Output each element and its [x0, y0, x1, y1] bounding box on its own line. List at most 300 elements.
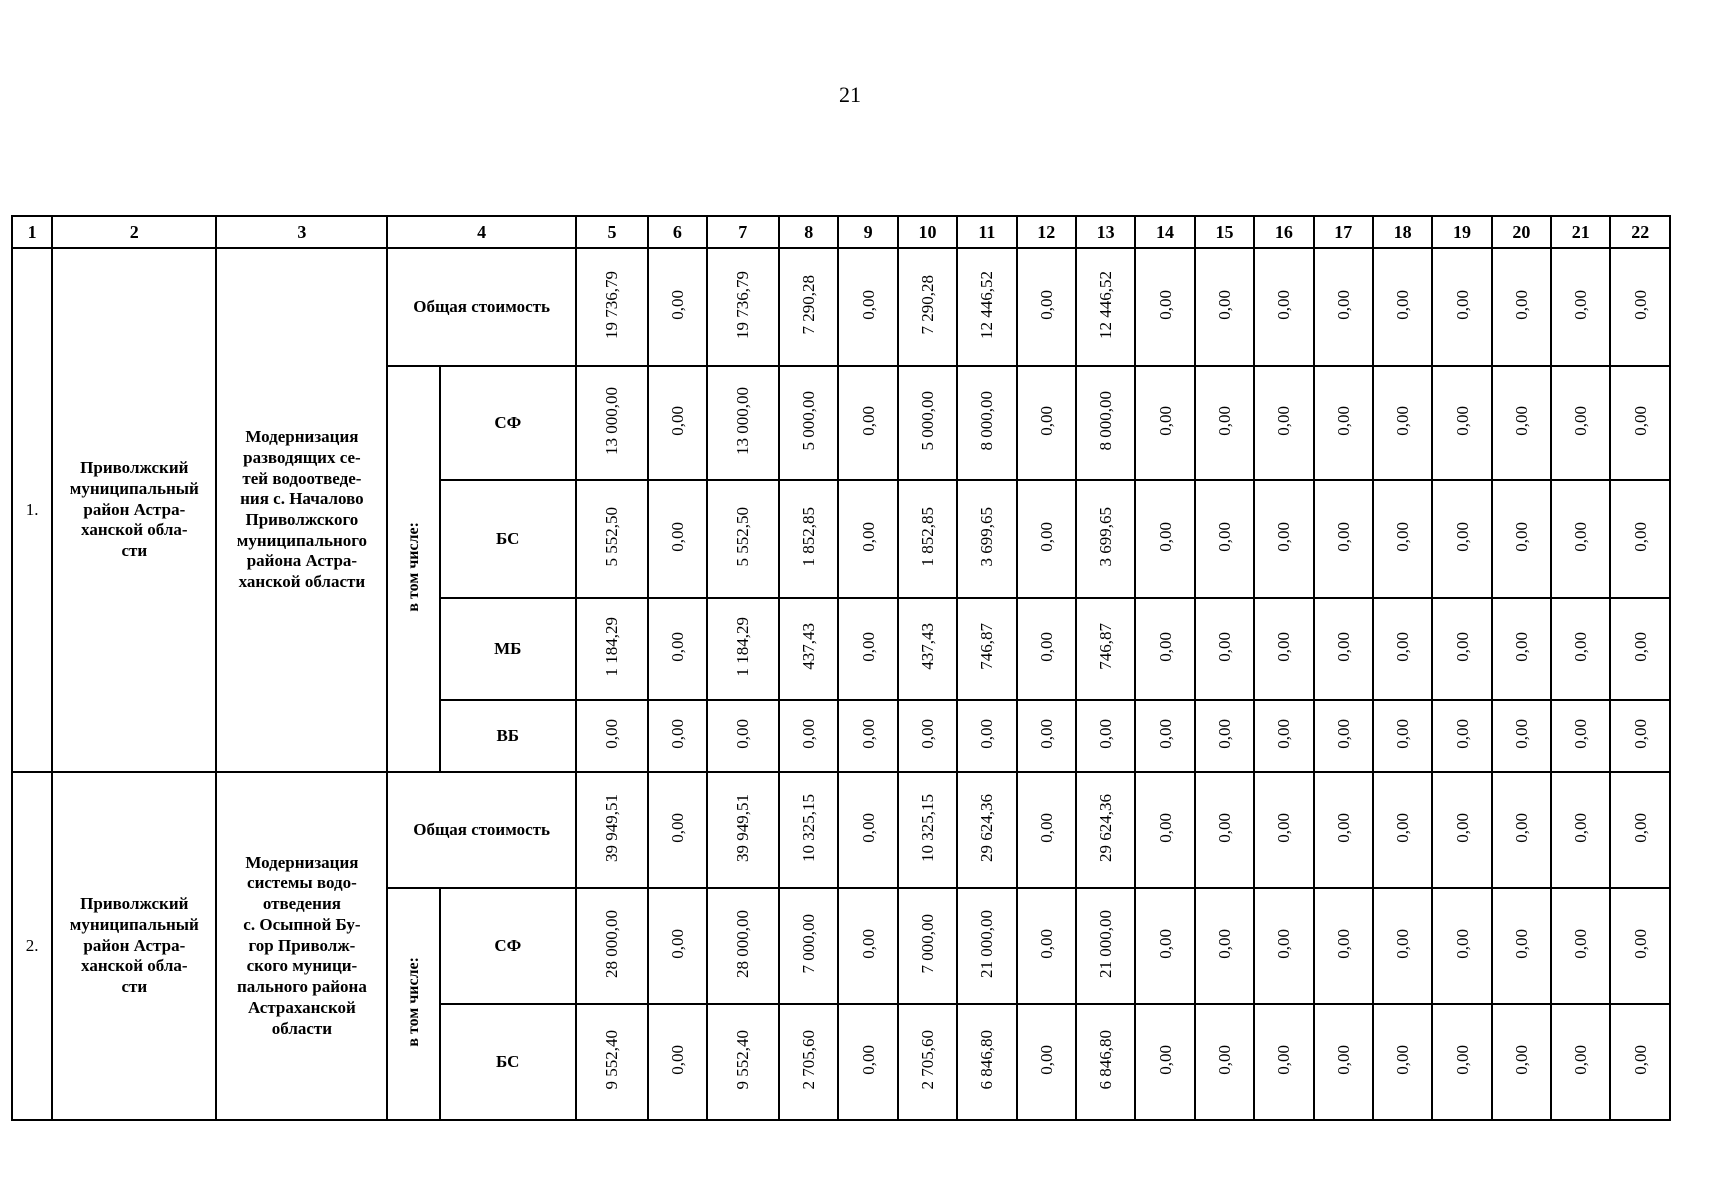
value-cell: [1135, 248, 1194, 366]
value-cell: [1254, 772, 1313, 888]
value-cell: [779, 598, 838, 700]
value-text: 3 699,65: [977, 506, 997, 567]
value-cell: [1492, 366, 1551, 480]
value-text: 0,00: [1155, 405, 1175, 436]
total-cost-label: Общая стоимость: [387, 248, 575, 366]
value-cell: [1254, 248, 1313, 366]
value-text: 7 290,28: [799, 274, 819, 335]
value-text: 0,00: [1333, 718, 1353, 749]
value-cell: [707, 248, 779, 366]
value-cell: [1492, 480, 1551, 598]
value-text: 12 446,52: [977, 270, 997, 339]
value-text: 0,00: [1630, 521, 1650, 552]
value-cell: [648, 888, 706, 1004]
value-cell: [1076, 366, 1135, 480]
value-text: 0,00: [1036, 631, 1056, 662]
column-number-cell: 2: [52, 216, 216, 248]
value-cell: [1492, 248, 1551, 366]
value-cell: [1432, 772, 1491, 888]
value-text: 0,00: [1274, 631, 1294, 662]
value-text: 0,00: [1155, 718, 1175, 749]
value-text: 0,00: [1393, 521, 1413, 552]
value-text: 0,00: [858, 631, 878, 662]
value-cell: [1076, 772, 1135, 888]
value-text: 0,00: [799, 718, 819, 749]
value-text: 0,00: [1393, 718, 1413, 749]
value-text: 0,00: [1630, 289, 1650, 320]
value-cell: [1492, 700, 1551, 772]
region-text: Приволжский муниципальный район Астра- ханской обла- сти: [69, 458, 199, 561]
value-cell: [1314, 1004, 1373, 1120]
value-cell: [707, 700, 779, 772]
value-cell: [1017, 480, 1076, 598]
value-cell: [1492, 772, 1551, 888]
row-index: 2.: [12, 772, 52, 1120]
column-number-cell: 5: [576, 216, 648, 248]
value-text: 0,00: [1511, 718, 1531, 749]
column-number-cell: 10: [898, 216, 957, 248]
value-text: 0,00: [1393, 812, 1413, 843]
value-cell: [1610, 248, 1670, 366]
value-text: 6 846,80: [977, 1029, 997, 1090]
value-cell: [1076, 888, 1135, 1004]
value-text: 0,00: [858, 1044, 878, 1075]
value-text: 0,00: [1214, 631, 1234, 662]
value-cell: [648, 366, 706, 480]
value-text: 0,00: [1571, 928, 1591, 959]
value-text: 0,00: [1214, 521, 1234, 552]
value-cell: [648, 772, 706, 888]
value-cell: [957, 598, 1016, 700]
value-cell: [1076, 598, 1135, 700]
value-cell: [1135, 700, 1194, 772]
value-text: 9 552,40: [602, 1029, 622, 1090]
value-cell: [1076, 700, 1135, 772]
value-text: 746,87: [1096, 623, 1116, 670]
value-cell: [838, 1004, 897, 1120]
value-text: 0,00: [1333, 928, 1353, 959]
value-cell: [1314, 366, 1373, 480]
value-text: 0,00: [1155, 812, 1175, 843]
value-text: 9 552,40: [733, 1029, 753, 1090]
value-text: 13 000,00: [602, 386, 622, 455]
project-cell: [216, 772, 387, 1120]
value-text: 1 852,85: [799, 506, 819, 567]
value-text: 2 705,60: [917, 1029, 937, 1090]
column-number-cell: 3: [216, 216, 387, 248]
value-cell: [1551, 1004, 1610, 1120]
value-cell: [1373, 888, 1432, 1004]
funding-source-label: МБ: [440, 598, 576, 700]
value-text: 0,00: [1333, 631, 1353, 662]
column-number-cell: 6: [648, 216, 706, 248]
value-text: 0,00: [1214, 718, 1234, 749]
column-number-cell: 1: [12, 216, 52, 248]
value-cell: [1314, 598, 1373, 700]
project-text: Модернизация разводящих се- тей водоотведе- ния с. Началово Приволжского муниципального района Астра- ханской области: [236, 427, 368, 592]
column-number-cell: 19: [1432, 216, 1491, 248]
value-text: 0,00: [1155, 289, 1175, 320]
value-text: 8 000,00: [977, 390, 997, 451]
value-cell: [779, 248, 838, 366]
column-number-cell: 18: [1373, 216, 1432, 248]
value-cell: [1373, 772, 1432, 888]
value-text: 0,00: [1036, 718, 1056, 749]
value-cell: [576, 366, 648, 480]
value-text: 3 699,65: [1096, 506, 1116, 567]
value-cell: [1610, 598, 1670, 700]
region-text: Приволжский муниципальный район Астра- ханской обла- сти: [69, 894, 199, 997]
value-text: 0,00: [1036, 289, 1056, 320]
value-cell: [898, 480, 957, 598]
value-cell: [1373, 700, 1432, 772]
value-text: 0,00: [1274, 718, 1294, 749]
value-text: 0,00: [1571, 289, 1591, 320]
value-text: 437,43: [799, 623, 819, 670]
value-cell: [648, 598, 706, 700]
value-cell: [898, 888, 957, 1004]
value-cell: [707, 772, 779, 888]
value-cell: [898, 700, 957, 772]
value-text: 39 949,51: [733, 793, 753, 862]
value-text: 28 000,00: [602, 909, 622, 978]
value-cell: [576, 888, 648, 1004]
value-text: 0,00: [1452, 1044, 1472, 1075]
column-number-cell: 12: [1017, 216, 1076, 248]
value-cell: [1195, 598, 1254, 700]
value-text: 0,00: [1511, 1044, 1531, 1075]
value-text: 0,00: [667, 1044, 687, 1075]
value-text: 0,00: [1274, 812, 1294, 843]
value-text: 0,00: [667, 289, 687, 320]
value-cell: [1432, 888, 1491, 1004]
value-text: 0,00: [858, 521, 878, 552]
value-cell: [898, 598, 957, 700]
value-cell: [1610, 700, 1670, 772]
column-number-cell: 15: [1195, 216, 1254, 248]
column-number-cell: 13: [1076, 216, 1135, 248]
value-cell: [1135, 772, 1194, 888]
value-text: 0,00: [1214, 812, 1234, 843]
value-cell: [1017, 772, 1076, 888]
value-text: 0,00: [1036, 405, 1056, 436]
value-cell: [1135, 888, 1194, 1004]
value-text: 0,00: [1630, 718, 1650, 749]
value-cell: [779, 772, 838, 888]
value-cell: [707, 480, 779, 598]
value-cell: [1314, 772, 1373, 888]
value-text: 0,00: [1274, 405, 1294, 436]
value-text: 0,00: [1274, 521, 1294, 552]
value-cell: [1373, 480, 1432, 598]
page-number: 21: [839, 82, 861, 107]
value-text: 0,00: [1393, 631, 1413, 662]
value-text: 10 325,15: [917, 793, 937, 862]
value-cell: [1135, 1004, 1194, 1120]
value-cell: [838, 772, 897, 888]
value-text: 7 000,00: [799, 913, 819, 974]
value-cell: [576, 772, 648, 888]
value-cell: [779, 1004, 838, 1120]
value-text: 39 949,51: [602, 793, 622, 862]
value-cell: [1254, 700, 1313, 772]
value-text: 0,00: [667, 812, 687, 843]
value-cell: [1551, 248, 1610, 366]
value-text: 0,00: [1155, 928, 1175, 959]
value-text: 0,00: [1333, 812, 1353, 843]
value-text: 28 000,00: [733, 909, 753, 978]
value-cell: [707, 366, 779, 480]
region-cell: [52, 248, 216, 772]
column-number-cell: 9: [838, 216, 897, 248]
value-cell: [1551, 598, 1610, 700]
value-cell: [1314, 888, 1373, 1004]
value-cell: [1492, 1004, 1551, 1120]
value-text: 746,87: [977, 623, 997, 670]
value-text: 0,00: [1155, 1044, 1175, 1075]
value-cell: [957, 888, 1016, 1004]
value-text: 0,00: [1333, 289, 1353, 320]
value-cell: [779, 888, 838, 1004]
value-text: 0,00: [1214, 928, 1234, 959]
value-text: 1 184,29: [602, 616, 622, 677]
column-number-cell: 17: [1314, 216, 1373, 248]
value-text: 1 852,85: [917, 506, 937, 567]
value-text: 0,00: [667, 631, 687, 662]
value-cell: [1254, 1004, 1313, 1120]
value-text: 0,00: [917, 718, 937, 749]
value-cell: [1195, 700, 1254, 772]
value-cell: [838, 366, 897, 480]
value-text: 0,00: [1393, 1044, 1413, 1075]
row-index: 1.: [12, 248, 52, 772]
value-text: 21 000,00: [1096, 909, 1116, 978]
value-cell: [1610, 480, 1670, 598]
value-cell: [1254, 480, 1313, 598]
value-cell: [838, 598, 897, 700]
value-cell: [1195, 772, 1254, 888]
project-text: Модернизация системы водо- отведения с. Осыпной Бу- гор Приволж- ского муници- пального района Астраханской области: [236, 852, 367, 1038]
value-text: 0,00: [1452, 289, 1472, 320]
value-text: 0,00: [1511, 405, 1531, 436]
value-text: 0,00: [1214, 405, 1234, 436]
value-cell: [1076, 480, 1135, 598]
value-cell: [707, 1004, 779, 1120]
value-cell: [898, 366, 957, 480]
value-text: 0,00: [1214, 289, 1234, 320]
funding-source-label: БС: [440, 480, 576, 598]
value-cell: [1254, 888, 1313, 1004]
value-cell: [898, 1004, 957, 1120]
value-text: 0,00: [667, 928, 687, 959]
value-text: 0,00: [858, 718, 878, 749]
value-cell: [1195, 480, 1254, 598]
value-text: 437,43: [917, 623, 937, 670]
value-cell: [1135, 598, 1194, 700]
column-number-row: [12, 216, 1670, 248]
value-cell: [838, 888, 897, 1004]
funding-source-label: СФ: [440, 888, 576, 1004]
value-cell: [1195, 1004, 1254, 1120]
value-cell: [1432, 1004, 1491, 1120]
total-row: [12, 248, 1670, 366]
value-cell: [957, 480, 1016, 598]
value-text: 5 552,50: [733, 506, 753, 567]
value-cell: [957, 1004, 1016, 1120]
value-cell: [1432, 598, 1491, 700]
value-text: 0,00: [1155, 631, 1175, 662]
value-cell: [1551, 888, 1610, 1004]
value-cell: [576, 700, 648, 772]
value-cell: [576, 1004, 648, 1120]
value-text: 0,00: [1571, 812, 1591, 843]
value-text: 5 000,00: [799, 390, 819, 451]
value-text: 0,00: [1630, 928, 1650, 959]
value-text: 0,00: [1571, 718, 1591, 749]
value-text: 0,00: [1274, 1044, 1294, 1075]
including-label-cell: [387, 888, 439, 1120]
value-text: 7 290,28: [917, 274, 937, 335]
funding-source-label: БС: [440, 1004, 576, 1120]
value-text: 0,00: [1036, 1044, 1056, 1075]
value-cell: [838, 248, 897, 366]
value-text: 0,00: [667, 718, 687, 749]
value-cell: [1195, 888, 1254, 1004]
value-cell: [898, 248, 957, 366]
value-cell: [576, 248, 648, 366]
value-cell: [1017, 700, 1076, 772]
value-text: 0,00: [858, 928, 878, 959]
value-text: 0,00: [1571, 631, 1591, 662]
value-text: 0,00: [1452, 631, 1472, 662]
value-cell: [1017, 248, 1076, 366]
value-text: 0,00: [1511, 521, 1531, 552]
value-text: 12 446,52: [1096, 270, 1116, 339]
value-text: 0,00: [858, 289, 878, 320]
value-cell: [1610, 888, 1670, 1004]
value-text: 19 736,79: [602, 270, 622, 339]
value-text: 0,00: [1630, 631, 1650, 662]
value-cell: [648, 700, 706, 772]
value-cell: [1076, 248, 1135, 366]
value-cell: [779, 480, 838, 598]
value-text: 0,00: [1511, 631, 1531, 662]
value-text: 5 000,00: [917, 390, 937, 451]
funding-source-label: СФ: [440, 366, 576, 480]
value-cell: [1017, 598, 1076, 700]
value-cell: [1432, 248, 1491, 366]
value-text: 8 000,00: [1096, 390, 1116, 451]
project-cell: [216, 248, 387, 772]
value-text: 0,00: [1393, 928, 1413, 959]
column-number-cell: 7: [707, 216, 779, 248]
funding-source-label: ВБ: [440, 700, 576, 772]
value-text: 0,00: [1214, 1044, 1234, 1075]
value-cell: [957, 700, 1016, 772]
value-cell: [1492, 888, 1551, 1004]
value-cell: [648, 480, 706, 598]
value-cell: [838, 700, 897, 772]
value-text: 0,00: [667, 521, 687, 552]
value-text: 1 184,29: [733, 616, 753, 677]
column-number-cell: 21: [1551, 216, 1610, 248]
value-cell: [1373, 366, 1432, 480]
value-cell: [1017, 366, 1076, 480]
value-text: 0,00: [1096, 718, 1116, 749]
value-text: 0,00: [1274, 928, 1294, 959]
value-text: 0,00: [1630, 405, 1650, 436]
value-text: 0,00: [733, 718, 753, 749]
value-cell: [1551, 700, 1610, 772]
value-cell: [1195, 366, 1254, 480]
total-cost-label: Общая стоимость: [387, 772, 575, 888]
including-label-cell: [387, 366, 439, 772]
value-text: 0,00: [1571, 405, 1591, 436]
value-cell: [1076, 1004, 1135, 1120]
budget-table: [11, 215, 1671, 1121]
value-text: 2 705,60: [799, 1029, 819, 1090]
value-cell: [1373, 248, 1432, 366]
value-cell: [1254, 366, 1313, 480]
column-number-cell: 22: [1610, 216, 1670, 248]
value-text: 0,00: [1333, 405, 1353, 436]
value-text: 0,00: [1274, 289, 1294, 320]
including-label: в том числе:: [404, 521, 422, 612]
value-text: 0,00: [977, 718, 997, 749]
value-text: 7 000,00: [917, 913, 937, 974]
value-cell: [1314, 248, 1373, 366]
value-text: 0,00: [1452, 928, 1472, 959]
value-cell: [1195, 248, 1254, 366]
column-number-cell: 4: [387, 216, 575, 248]
value-cell: [1551, 366, 1610, 480]
column-number-cell: 14: [1135, 216, 1194, 248]
value-text: 0,00: [1452, 405, 1472, 436]
value-text: 0,00: [1571, 1044, 1591, 1075]
value-cell: [1492, 598, 1551, 700]
total-row: [12, 772, 1670, 888]
value-cell: [1314, 700, 1373, 772]
value-cell: [1610, 366, 1670, 480]
value-cell: [1610, 1004, 1670, 1120]
value-cell: [576, 480, 648, 598]
value-cell: [838, 480, 897, 598]
value-cell: [707, 888, 779, 1004]
value-cell: [648, 1004, 706, 1120]
value-text: 19 736,79: [733, 270, 753, 339]
value-cell: [707, 598, 779, 700]
value-cell: [1254, 598, 1313, 700]
value-text: 13 000,00: [733, 386, 753, 455]
value-cell: [1135, 366, 1194, 480]
value-text: 0,00: [1393, 405, 1413, 436]
value-text: 0,00: [1036, 812, 1056, 843]
column-number-cell: 16: [1254, 216, 1313, 248]
including-label: в том числе:: [404, 956, 422, 1047]
value-text: 0,00: [1036, 521, 1056, 552]
value-cell: [1610, 772, 1670, 888]
column-number-cell: 8: [779, 216, 838, 248]
value-cell: [648, 248, 706, 366]
value-text: 0,00: [1630, 1044, 1650, 1075]
value-cell: [957, 248, 1016, 366]
value-text: 0,00: [602, 718, 622, 749]
column-number-cell: 11: [957, 216, 1016, 248]
value-text: 0,00: [1393, 289, 1413, 320]
value-cell: [1017, 888, 1076, 1004]
value-cell: [1017, 1004, 1076, 1120]
value-cell: [957, 366, 1016, 480]
